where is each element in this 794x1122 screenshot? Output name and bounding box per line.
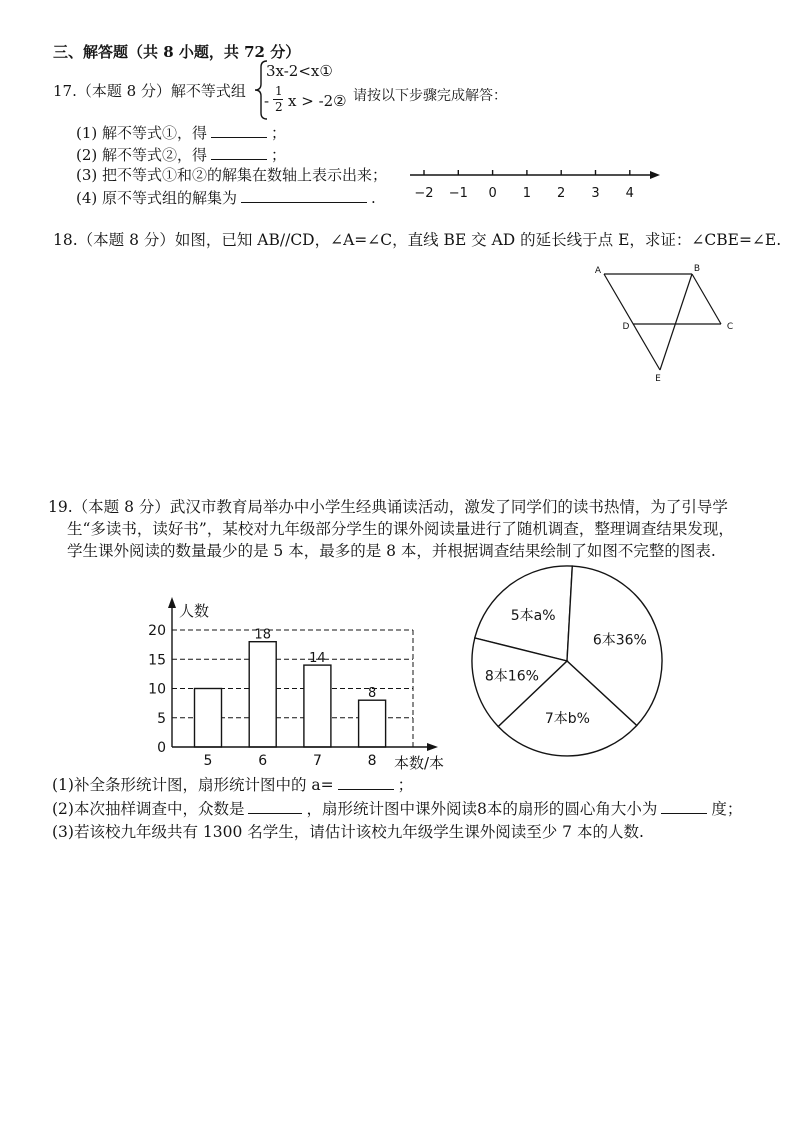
point-label-b: B [693, 264, 701, 274]
section-title: 三、解答题（共 8 小题，共 72 分） [53, 43, 301, 61]
number-line-tick-label: 3 [591, 186, 600, 201]
pie-slice-label: 7本b% [544, 710, 590, 727]
y-axis-title: 人数 [179, 602, 210, 620]
bar-value-label: 8 [367, 686, 377, 702]
step-2-text: (2) 解不等式②，得 [76, 146, 208, 164]
q19-q1-end: ； [397, 776, 414, 794]
number-line-tick-label: 1 [522, 186, 532, 201]
q18-text: 18.（本题 8 分）如图，已知 AB//CD，∠A=∠C，直线 BE 交 AD 的延长线于点 E，求证：∠CBE=∠E. [53, 231, 782, 249]
x-tick-label: 6 [258, 753, 268, 769]
number-line-arrow-icon [650, 171, 660, 179]
y-tick-label: 0 [157, 740, 166, 756]
pie-slice-label: 8本16% [484, 668, 539, 685]
q19-q2-mid: ，扇形统计图中课外阅读8本的扇形的圆心角大小为 [306, 800, 658, 818]
inequality-2-numerator: 1 [275, 84, 283, 98]
answer-blank [338, 775, 394, 790]
q19-line-1: 19.（本题 8 分）武汉市教育局举办中小学生经典诵读活动，激发了同学们的读书热情，为了引导学 [48, 498, 728, 516]
bar-value-label: 14 [309, 651, 326, 667]
bar-6 [249, 642, 276, 747]
bar-8 [359, 700, 386, 747]
number-line [405, 160, 665, 205]
step-4-text: (4) 原不等式组的解集为 [76, 189, 238, 207]
q19-question-2 [52, 799, 742, 818]
q17-step-2 [76, 145, 286, 164]
q19-line-2: 生“多读书，读好书”，某校对九年级部分学生的课外阅读量进行了随机调查，整理调查结果发现， [67, 520, 734, 538]
answer-blank [248, 799, 302, 814]
x-axis-arrow-icon [427, 743, 438, 751]
q19-question-3: (3)若该校九年级共有 1300 名学生，请估计该校九年级学生课外阅读至少 7 本的人数. [52, 823, 644, 841]
point-label-e: E [655, 374, 661, 384]
step-2-end: ； [271, 146, 287, 164]
answer-blank [211, 123, 267, 138]
q19-question-1 [52, 775, 413, 794]
step-1-end: ； [271, 124, 287, 142]
x-axis-title: 本数/本 [394, 754, 445, 772]
y-tick-label: 5 [157, 710, 166, 727]
number-line-tick-label: −1 [448, 186, 468, 201]
step-4-end: . [371, 189, 376, 207]
q19-q1-text: (1)补全条形统计图，扇形统计图中的 a= [52, 776, 334, 794]
bar-5 [195, 689, 222, 748]
number-line-tick-label: 2 [557, 186, 566, 201]
q18-figure [588, 258, 738, 388]
x-tick-label: 5 [203, 753, 213, 769]
point-label-a: A [594, 266, 602, 276]
line-be [660, 274, 692, 370]
q17-step-4 [76, 188, 376, 207]
line-ae [604, 274, 660, 370]
answer-blank [241, 188, 367, 203]
point-label-c: C [726, 322, 734, 332]
y-tick-label: 15 [148, 652, 166, 669]
point-label-d: D [622, 322, 630, 332]
pie-slice-label: 5本a% [510, 608, 556, 625]
answer-blank [211, 145, 267, 160]
inequality-2: x > -2② [288, 92, 347, 110]
q19-q2-end: 度； [711, 800, 743, 818]
q19-line-3: 学生课外阅读的数量最少的是 5 本，最多的是 8 本，并根据调查结果绘制了如图不完整的图表. [67, 542, 716, 560]
y-tick-label: 20 [148, 623, 166, 639]
number-line-tick-label: 0 [488, 186, 497, 201]
inequality-2-denominator: 2 [275, 100, 283, 114]
step-1-text: (1) 解不等式①，得 [76, 124, 208, 142]
bar-chart [130, 590, 465, 780]
q19-q2-text: (2)本次抽样调查中，众数是 [52, 800, 245, 818]
q17-step-3: (3) 把不等式①和②的解集在数轴上表示出来； [76, 166, 388, 184]
inequality-1: 3x-2<x① [266, 62, 333, 80]
x-tick-label: 7 [312, 753, 322, 769]
pie-slice-label: 6本36% [592, 632, 647, 649]
bar-7 [304, 665, 331, 747]
y-axis-arrow-icon [168, 597, 176, 608]
y-tick-label: 10 [148, 681, 166, 698]
q17-instruction: 请按以下步骤完成解答： [353, 88, 507, 104]
number-line-tick-label: 4 [625, 186, 634, 201]
inequality-2-sign: - [264, 92, 270, 110]
x-tick-label: 8 [367, 753, 377, 769]
q17-intro: 17.（本题 8 分）解不等式组 [53, 82, 246, 100]
answer-blank [661, 799, 707, 814]
number-line-tick-label: −2 [414, 186, 434, 201]
bar-value-label: 18 [254, 627, 271, 643]
pie-chart [465, 560, 670, 765]
segment-bc [692, 274, 721, 324]
q17-step-1 [76, 123, 286, 142]
